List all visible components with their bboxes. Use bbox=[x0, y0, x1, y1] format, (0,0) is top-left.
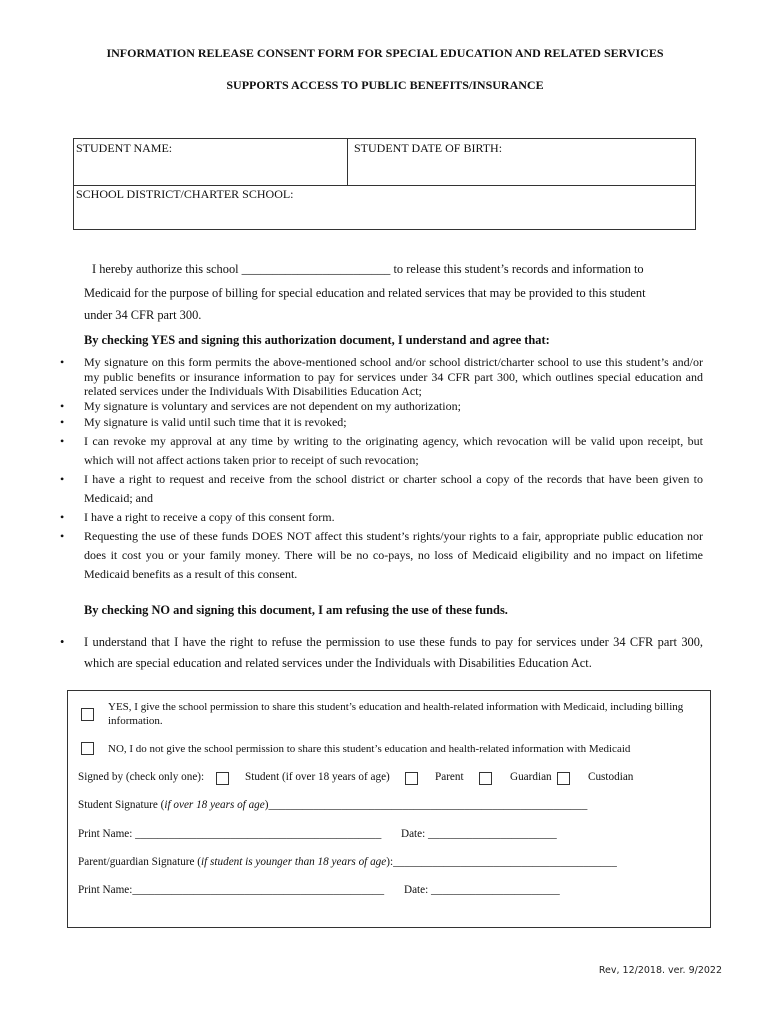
print-name-field-1[interactable]: Print Name: ____________________________________________ bbox=[78, 828, 382, 840]
student-info-table bbox=[73, 138, 696, 230]
parent-signer-checkbox[interactable] bbox=[405, 772, 418, 785]
authorization-line-2: Medicaid for the purpose of billing for special education and related services that may be provided to this student bbox=[84, 286, 646, 300]
authorization-line-1: I hereby authorize this school ________________________ to release this student’s records and information to bbox=[92, 262, 644, 276]
list-item: • My signature on this form permits the above-mentioned school and/or school district/charter school to use this student’s and/or my public benefits or insurance information to pay for services under 34 CFR part 300, which outlines special education and related services under the Individuals With Disabilities Education Act; bbox=[60, 355, 703, 398]
student-signature-line[interactable]: Student Signature (if over 18 years of age)_________________________________________________________ bbox=[78, 799, 588, 811]
bullet-icon: • bbox=[60, 355, 65, 369]
no-bullet-list bbox=[60, 632, 703, 674]
form-subtitle: SUPPORTS ACCESS TO PUBLIC BENEFITS/INSURANCE bbox=[226, 78, 544, 92]
list-item: • I understand that I have the right to refuse the permission to use these funds to pay for services under 34 CFR part 300, which are special education and related services under the Individuals with Disabilities Education Act. bbox=[60, 632, 703, 674]
list-item: • I can revoke my approval at any time by writing to the originating agency, which revocation will be valid upon receipt, but which will not affect actions taken prior to receipt of such revocation; bbox=[60, 433, 703, 467]
info-column-divider bbox=[347, 139, 348, 185]
signer-parent-label: Parent bbox=[435, 771, 464, 783]
consent-box bbox=[67, 690, 711, 928]
signer-student-label: Student (if over 18 years of age) bbox=[245, 771, 390, 783]
bullet-icon: • bbox=[60, 398, 65, 413]
custodian-signer-checkbox[interactable] bbox=[557, 772, 570, 785]
form-title: INFORMATION RELEASE CONSENT FORM FOR SPECIAL EDUCATION AND RELATED SERVICES bbox=[106, 46, 664, 60]
no-section-heading: By checking NO and signing this document, I am refusing the use of these funds. bbox=[84, 603, 508, 617]
list-item: • I have a right to receive a copy of this consent form. bbox=[60, 508, 703, 527]
authorization-line-3: under 34 CFR part 300. bbox=[84, 308, 202, 322]
yes-checkbox[interactable] bbox=[81, 708, 94, 721]
bullet-icon: • bbox=[60, 471, 65, 486]
signer-custodian-label: Custodian bbox=[588, 771, 634, 783]
bullet-icon: • bbox=[60, 635, 65, 649]
print-name-field-2[interactable]: Print Name:_____________________________________________ bbox=[78, 884, 385, 896]
signed-by-label: Signed by (check only one): bbox=[78, 771, 205, 783]
date-field-2[interactable]: Date: _______________________ bbox=[404, 884, 560, 896]
yes-option-label: YES, I give the school permission to share this student’s education and health-related information with Medicaid, including billing information. bbox=[108, 701, 684, 727]
bullet-icon: • bbox=[60, 415, 65, 429]
revision-footer: Rev, 12/2018. ver. 9/2022 bbox=[598, 965, 722, 976]
yes-section-heading: By checking YES and signing this authorization document, I understand and agree that: bbox=[84, 333, 550, 347]
list-item: • My signature is voluntary and services are not dependent on my authorization; bbox=[60, 398, 461, 413]
signer-guardian-label: Guardian bbox=[510, 771, 552, 783]
bullet-icon: • bbox=[60, 433, 65, 448]
bullet-icon: • bbox=[60, 528, 65, 543]
list-item: • I have a right to request and receive from the school district or charter school a copy of the records that have been given to Medicaid; and bbox=[60, 471, 703, 505]
guardian-signer-checkbox[interactable] bbox=[479, 772, 492, 785]
bullet-icon: • bbox=[60, 509, 65, 524]
date-field-1[interactable]: Date: _______________________ bbox=[401, 828, 557, 840]
yes-bullet-list bbox=[60, 355, 703, 584]
school-district-field[interactable]: SCHOOL DISTRICT/CHARTER SCHOOL: bbox=[76, 187, 294, 201]
student-name-field[interactable]: STUDENT NAME: bbox=[76, 141, 173, 155]
parent-signature-line[interactable]: Parent/guardian Signature (if student is younger than 18 years of age):________________________________________ bbox=[78, 856, 617, 868]
student-dob-field[interactable]: STUDENT DATE OF BIRTH: bbox=[354, 141, 503, 155]
no-checkbox[interactable] bbox=[81, 742, 94, 755]
list-item: • Requesting the use of these funds DOES NOT affect this student’s rights/your rights to a fair, appropriate public education nor does it cost you or your family money. There will be no co-pays, no loss of Medicaid eligibility and no impact on lifetime Medicaid benefits as a result of this consent. bbox=[60, 528, 703, 581]
list-item: • My signature is valid until such time that it is revoked; bbox=[60, 415, 347, 429]
student-signer-checkbox[interactable] bbox=[216, 772, 229, 785]
no-option-label: NO, I do not give the school permission to share this student’s education and health-related information with Medicaid bbox=[108, 743, 631, 755]
